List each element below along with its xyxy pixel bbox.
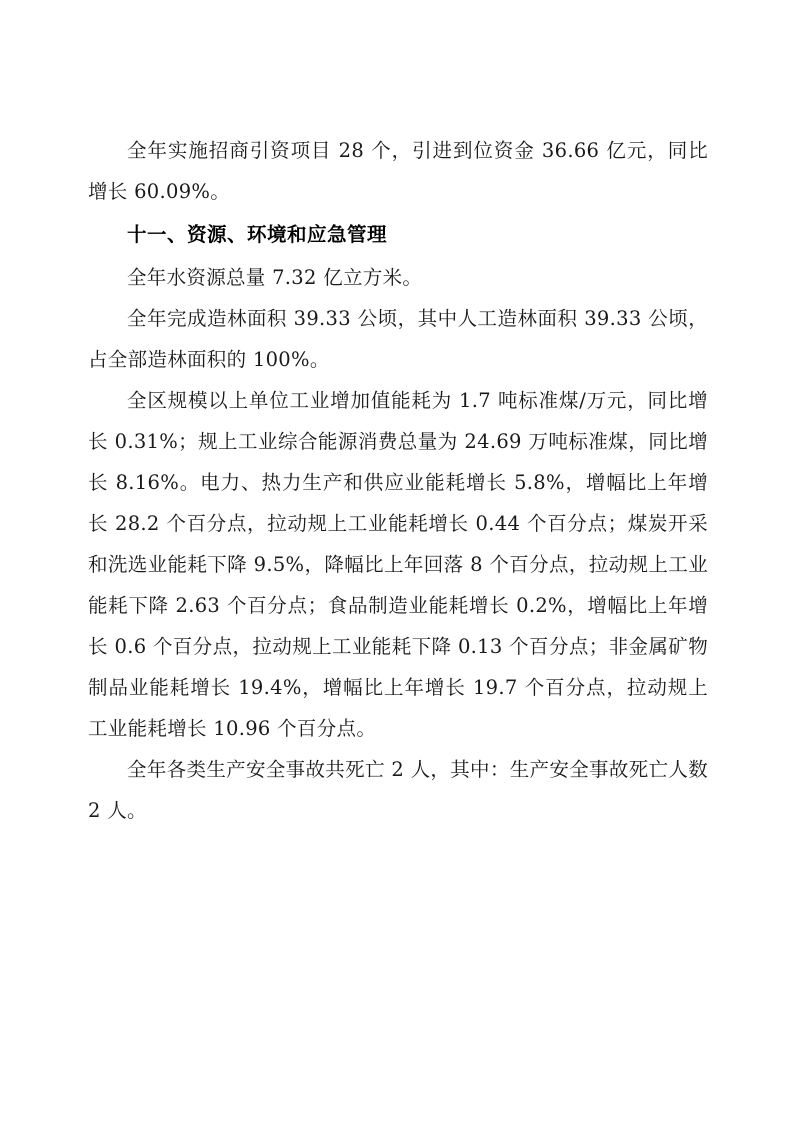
document-body bbox=[88, 130, 708, 831]
section-heading-resources: 十一、资源、环境和应急管理 bbox=[127, 223, 388, 246]
paragraph-afforestation: 全年完成造林面积 39.33 公顷，其中人工造林面积 39.33 公顷，占全部造林面积的 100%。 bbox=[88, 307, 708, 371]
paragraph-investment-projects: 全年实施招商引资项目 28 个，引进到位资金 36.66 亿元，同比增长 60.09%。 bbox=[88, 139, 708, 203]
paragraph-energy-consumption: 全区规模以上单位工业增加值能耗为 1.7 吨标准煤/万元，同比增长 0.31%；规上工业综合能源消费总量为 24.69 万吨标准煤，同比增长 8.16%。电力、热力生产和供应业能耗增长 5.8%，增幅比上年增长 28.2 个百分点，拉动规上工业能耗增长 0.44 个百分点；煤炭开采和洗选业能耗下降 9.5%，降幅比上年回落 8 个百分点，拉动规上工业能耗下降 2.63 个百分点；食品制造业能耗增长 0.2%，增幅比上年增长 0.6 个百分点，拉动规上工业能耗下降 0.13 个百分点；非金属矿物制品业能耗增长 19.4%，增幅比上年增长 19.7 个百分点，拉动规上工业能耗增长 10.96 个百分点。 bbox=[88, 389, 708, 740]
paragraph-water-resources: 全年水资源总量 7.32 亿立方米。 bbox=[127, 266, 423, 289]
paragraph-safety-accidents: 全年各类生产安全事故共死亡 2 人，其中：生产安全事故死亡人数 2 人。 bbox=[88, 758, 708, 822]
